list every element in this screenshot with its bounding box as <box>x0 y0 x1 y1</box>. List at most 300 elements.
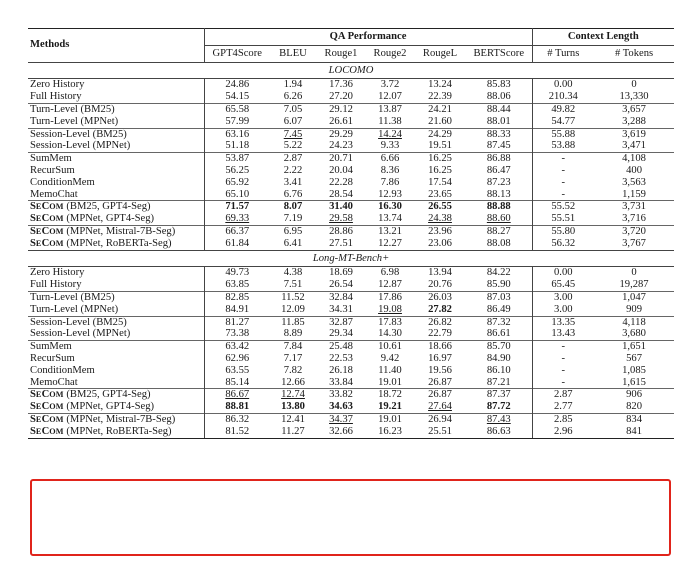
cell-gpt4score: 49.73 <box>204 267 270 279</box>
cell-turns: 2.85 <box>532 413 594 425</box>
secom-letter: OM <box>49 226 64 236</box>
method-name: SumMem <box>28 341 204 353</box>
cell-bleu: 6.76 <box>283 188 303 200</box>
cell-gpt4score: 62.96 <box>225 352 250 364</box>
cell-bleu: 1.94 <box>270 79 316 91</box>
highlight-box <box>30 479 671 556</box>
method-name: Session-Level (MPNet) <box>28 140 204 152</box>
cell-rouge1: 26.54 <box>329 279 353 291</box>
method-name <box>28 389 204 401</box>
section-title-row <box>28 250 674 267</box>
cell-rouge2: 11.40 <box>378 364 402 376</box>
secom-letter: C <box>41 225 50 237</box>
cell-rouge1: 29.29 <box>316 128 366 140</box>
table-row <box>28 377 674 389</box>
cell-gpt4score: 81.27 <box>204 316 270 328</box>
cell-rouge1: 26.18 <box>329 364 353 376</box>
cell-gpt4score: 86.32 <box>204 413 270 425</box>
cell-rougel: 16.25 <box>428 164 452 176</box>
table-row <box>28 316 674 328</box>
secom-letter: E <box>35 226 42 236</box>
secom-letter: C <box>41 425 50 437</box>
cell-gpt4score: 51.18 <box>225 140 250 152</box>
cell-bertscore: 86.47 <box>466 165 532 177</box>
method-name: Turn-Level (BM25) <box>28 103 204 115</box>
secom-letter: E <box>35 414 42 424</box>
cell-turns: 56.32 <box>551 237 576 249</box>
cell-turns: 2.96 <box>532 426 594 438</box>
method-name <box>28 213 204 225</box>
cell-bleu: 7.82 <box>283 364 303 376</box>
cell-bleu: 11.85 <box>270 316 316 328</box>
cell-tokens: 906 <box>594 389 674 401</box>
table-row <box>28 413 674 425</box>
cell-rougel: 22.39 <box>428 91 452 103</box>
method-name: ConditionMem <box>28 177 204 189</box>
method-name: Zero History <box>28 267 204 279</box>
secom-letter: S <box>30 225 36 237</box>
section-title: Long-MT-Bench+ <box>28 250 674 267</box>
cell-turns: 13.35 <box>532 316 594 328</box>
table-row <box>28 401 674 413</box>
secom-letter: OM <box>49 390 64 400</box>
secom-letter: S <box>30 401 36 413</box>
cell-rouge2: 19.01 <box>378 376 402 388</box>
header-row-1 <box>28 29 674 46</box>
secom-letter: OM <box>49 214 64 224</box>
col-header-bertscore: BERTScore <box>466 45 532 62</box>
col-header-turns: # Turns <box>547 47 580 59</box>
method-name: MemoChat <box>28 377 204 389</box>
cell-bleu: 7.19 <box>283 213 303 225</box>
cell-turns: 0.00 <box>532 267 594 279</box>
cell-rouge1: 31.40 <box>316 201 366 213</box>
cell-turns: - <box>532 153 594 165</box>
cell-gpt4score: 63.55 <box>225 364 250 376</box>
cell-turns: 55.80 <box>532 225 594 237</box>
cell-rougel: 26.82 <box>414 316 466 328</box>
cell-rouge1: 24.23 <box>329 140 353 152</box>
cell-tokens: 1,047 <box>594 291 674 303</box>
cell-bertscore: 84.22 <box>466 267 532 279</box>
cell-rouge2: 3.72 <box>366 79 414 91</box>
cell-bertscore: 87.43 <box>466 413 532 425</box>
secom-letter: OM <box>49 238 64 248</box>
secom-letter: E <box>35 238 42 248</box>
method-name: MemoChat <box>28 189 204 201</box>
cell-tokens: 3,619 <box>594 128 674 140</box>
cell-bertscore: 86.49 <box>466 304 532 316</box>
method-config: (BM25, GPT4-Seg) <box>63 201 151 213</box>
cell-rouge1: 29.12 <box>316 103 366 115</box>
cell-bertscore: 85.90 <box>466 279 532 291</box>
cell-gpt4score: 63.85 <box>225 279 250 291</box>
cell-rouge2: 12.93 <box>378 188 402 200</box>
cell-bertscore: 87.37 <box>466 389 532 401</box>
cell-rouge2: 12.07 <box>378 91 402 103</box>
cell-bleu: 6.26 <box>283 91 303 103</box>
col-header-rouge2: Rouge2 <box>373 47 407 59</box>
cell-rougel: 23.06 <box>428 237 452 249</box>
method-name <box>28 201 204 213</box>
cell-rouge1: 34.31 <box>329 303 353 315</box>
cell-bertscore: 88.27 <box>466 225 532 237</box>
cell-bleu: 6.41 <box>283 237 303 249</box>
cell-rouge1: 29.58 <box>329 213 353 225</box>
table-body <box>28 62 674 438</box>
cell-rouge1: 17.36 <box>316 79 366 91</box>
cell-tokens: 3,563 <box>622 176 646 188</box>
cell-tokens: 3,471 <box>622 140 646 152</box>
cell-rouge1: 32.87 <box>316 316 366 328</box>
methods-header: Methods <box>28 29 204 63</box>
cell-rougel: 21.60 <box>428 115 452 127</box>
cell-bertscore: 88.60 <box>466 213 532 225</box>
cell-turns: 0.00 <box>532 79 594 91</box>
cell-bleu: 5.22 <box>283 140 303 152</box>
table-row <box>28 328 674 340</box>
cell-turns: - <box>561 176 566 188</box>
cell-bleu: 7.45 <box>270 128 316 140</box>
cell-tokens: 834 <box>594 413 674 425</box>
cell-rouge2: 14.30 <box>378 328 402 340</box>
cell-bleu: 4.38 <box>270 267 316 279</box>
cell-bertscore: 85.83 <box>466 79 532 91</box>
cell-gpt4score: 71.57 <box>204 201 270 213</box>
cell-rougel: 24.38 <box>428 213 452 225</box>
cell-rouge2: 17.83 <box>366 316 414 328</box>
cell-rouge1: 34.63 <box>329 401 353 413</box>
cell-tokens: 19,287 <box>619 279 649 291</box>
cell-gpt4score: 73.38 <box>225 328 250 340</box>
cell-tokens: 3,716 <box>622 213 646 225</box>
cell-rougel: 24.21 <box>414 103 466 115</box>
cell-gpt4score: 85.14 <box>225 376 250 388</box>
cell-turns: 55.52 <box>532 201 594 213</box>
cell-gpt4score: 65.10 <box>225 188 250 200</box>
method-name: RecurSum <box>28 165 204 177</box>
cell-rouge1: 25.48 <box>316 341 366 353</box>
cell-bleu: 7.05 <box>270 103 316 115</box>
cell-bertscore: 88.33 <box>466 128 532 140</box>
cell-tokens: 1,159 <box>622 188 646 200</box>
cell-turns: - <box>532 341 594 353</box>
method-config: (BM25, GPT4-Seg) <box>63 389 151 401</box>
context-length-header: Context Length <box>532 29 674 46</box>
cell-gpt4score: 65.58 <box>204 103 270 115</box>
method-name: RecurSum <box>28 353 204 365</box>
cell-bleu: 6.07 <box>283 115 303 127</box>
cell-rougel: 19.56 <box>428 364 452 376</box>
cell-rouge2: 19.01 <box>366 413 414 425</box>
secom-letter: C <box>41 413 50 425</box>
cell-turns: 55.88 <box>532 128 594 140</box>
secom-letter: S <box>30 213 36 225</box>
cell-tokens: 3,680 <box>622 328 646 340</box>
cell-rouge2: 18.72 <box>366 389 414 401</box>
method-name: Zero History <box>28 79 204 91</box>
col-header-bleu: BLEU <box>279 47 307 59</box>
cell-rouge1: 20.71 <box>316 153 366 165</box>
cell-gpt4score: 66.37 <box>204 225 270 237</box>
col-header-rougel: RougeL <box>422 47 458 59</box>
method-name: Session-Level (BM25) <box>28 316 204 328</box>
table-row <box>28 79 674 91</box>
table-row <box>28 389 674 401</box>
cell-rouge2: 12.27 <box>378 237 402 249</box>
table-row <box>28 91 674 103</box>
cell-rouge1: 28.86 <box>316 225 366 237</box>
cell-rouge1: 22.53 <box>329 352 353 364</box>
method-name <box>28 401 204 413</box>
secom-letter: OM <box>49 426 64 436</box>
method-config: (MPNet, RoBERTa-Seg) <box>63 425 172 437</box>
table-row <box>28 353 674 365</box>
method-name <box>28 238 204 250</box>
cell-turns: 2.87 <box>532 389 594 401</box>
cell-rouge2: 6.66 <box>366 153 414 165</box>
cell-rougel: 13.94 <box>414 267 466 279</box>
cell-rougel: 26.94 <box>414 413 466 425</box>
cell-bleu: 6.95 <box>270 225 316 237</box>
cell-bertscore: 87.21 <box>466 377 532 389</box>
cell-bertscore: 85.70 <box>466 341 532 353</box>
cell-turns: 49.82 <box>532 103 594 115</box>
cell-bleu: 12.41 <box>270 413 316 425</box>
cell-turns: 65.45 <box>551 279 576 291</box>
cell-rouge1: 28.54 <box>329 188 353 200</box>
method-name <box>28 426 204 438</box>
method-config: (MPNet, GPT4-Seg) <box>63 213 155 225</box>
cell-bleu: 13.80 <box>281 401 305 413</box>
table-row <box>28 103 674 115</box>
cell-rouge1: 27.51 <box>329 237 353 249</box>
cell-gpt4score: 65.92 <box>225 176 250 188</box>
cell-bleu: 2.22 <box>283 164 303 176</box>
cell-tokens: 3,731 <box>594 201 674 213</box>
cell-rouge1: 33.82 <box>316 389 366 401</box>
secom-letter: C <box>41 389 50 401</box>
cell-bertscore: 86.88 <box>466 153 532 165</box>
cell-rougel: 22.79 <box>428 328 452 340</box>
cell-gpt4score: 54.15 <box>225 91 250 103</box>
cell-rougel: 19.51 <box>428 140 452 152</box>
cell-rougel: 27.64 <box>428 401 452 413</box>
table-row <box>28 116 674 128</box>
cell-tokens: 841 <box>594 426 674 438</box>
cell-bertscore: 84.90 <box>466 353 532 365</box>
table-row <box>28 279 674 291</box>
cell-gpt4score: 81.52 <box>204 426 270 438</box>
table-row <box>28 128 674 140</box>
cell-gpt4score: 57.99 <box>225 115 250 127</box>
cell-rougel: 26.87 <box>414 389 466 401</box>
secom-letter: C <box>41 201 50 213</box>
cell-tokens: 3,720 <box>594 225 674 237</box>
cell-turns: 3.00 <box>532 291 594 303</box>
cell-tokens: 4,108 <box>594 153 674 165</box>
section-title-row <box>28 62 674 79</box>
cell-rouge1: 18.69 <box>316 267 366 279</box>
cell-bleu: 11.27 <box>270 426 316 438</box>
cell-turns: - <box>561 188 566 200</box>
cell-turns: 54.77 <box>551 115 576 127</box>
cell-turns: 13.43 <box>551 328 576 340</box>
cell-rouge1: 33.84 <box>329 376 353 388</box>
cell-rougel: 26.87 <box>428 376 452 388</box>
cell-bleu: 12.09 <box>281 303 305 315</box>
method-name: Turn-Level (MPNet) <box>28 304 204 316</box>
section-title: LOCOMO <box>28 62 674 79</box>
table-row <box>28 165 674 177</box>
cell-bleu: 7.17 <box>283 352 303 364</box>
cell-turns: 3.00 <box>554 303 573 315</box>
cell-rouge2: 6.98 <box>366 267 414 279</box>
cell-bertscore: 88.44 <box>466 103 532 115</box>
cell-rouge2: 19.08 <box>378 303 402 315</box>
cell-rouge1: 22.28 <box>329 176 353 188</box>
table-row <box>28 201 674 213</box>
method-name: SumMem <box>28 153 204 165</box>
cell-gpt4score: 61.84 <box>225 237 250 249</box>
cell-rouge1: 32.66 <box>316 426 366 438</box>
method-name: Turn-Level (BM25) <box>28 291 204 303</box>
cell-rouge2: 19.21 <box>378 401 402 413</box>
cell-rouge2: 13.21 <box>366 225 414 237</box>
cell-bleu: 12.66 <box>281 376 305 388</box>
table-row <box>28 213 674 225</box>
method-name: Full History <box>28 279 204 291</box>
cell-rouge2: 9.42 <box>380 352 400 364</box>
table-row <box>28 291 674 303</box>
table-row <box>28 189 674 201</box>
table-row <box>28 238 674 250</box>
method-name: Full History <box>28 91 204 103</box>
cell-rouge2: 16.30 <box>366 201 414 213</box>
cell-gpt4score: 63.16 <box>204 128 270 140</box>
table-row <box>28 140 674 152</box>
cell-rouge2: 10.61 <box>366 341 414 353</box>
col-header-gpt4score: GPT4Score <box>212 47 262 59</box>
cell-gpt4score: 84.91 <box>225 303 250 315</box>
cell-rouge1: 27.20 <box>329 91 353 103</box>
cell-rouge2: 11.38 <box>378 115 402 127</box>
method-name: Session-Level (BM25) <box>28 128 204 140</box>
cell-tokens: 400 <box>626 164 642 176</box>
col-header-rouge1: Rouge1 <box>324 47 358 59</box>
cell-tokens: 3,767 <box>622 237 646 249</box>
method-config: (MPNet, Mistral-7B-Seg) <box>63 413 176 425</box>
cell-rouge1: 20.04 <box>329 164 353 176</box>
method-config: (MPNet, GPT4-Seg) <box>63 401 155 413</box>
cell-rouge2: 14.24 <box>366 128 414 140</box>
cell-gpt4score: 56.25 <box>225 164 250 176</box>
cell-rouge2: 12.87 <box>378 279 402 291</box>
secom-letter: C <box>41 401 50 413</box>
cell-turns: - <box>561 164 566 176</box>
cell-bleu: 7.84 <box>270 341 316 353</box>
cell-gpt4score: 53.87 <box>204 153 270 165</box>
cell-tokens: 909 <box>626 303 642 315</box>
cell-rouge1: 26.61 <box>329 115 353 127</box>
secom-letter: OM <box>49 402 64 412</box>
cell-tokens: 4,118 <box>594 316 674 328</box>
cell-rouge2: 13.74 <box>378 213 402 225</box>
cell-turns: 210.34 <box>548 91 578 103</box>
cell-rougel: 17.54 <box>428 176 452 188</box>
secom-letter: S <box>30 237 36 249</box>
cell-tokens: 1,085 <box>622 364 646 376</box>
method-name <box>28 413 204 425</box>
secom-letter: E <box>35 426 42 436</box>
cell-tokens: 0 <box>594 79 674 91</box>
cell-gpt4score: 63.42 <box>204 341 270 353</box>
cell-gpt4score: 82.85 <box>204 291 270 303</box>
cell-gpt4score: 69.33 <box>225 213 250 225</box>
secom-letter: S <box>30 413 36 425</box>
secom-letter: S <box>30 389 36 401</box>
table-row <box>28 365 674 377</box>
cell-turns: - <box>561 376 566 388</box>
secom-letter: OM <box>49 202 64 212</box>
cell-gpt4score: 24.86 <box>204 79 270 91</box>
cell-turns: - <box>561 364 566 376</box>
cell-rougel: 26.03 <box>414 291 466 303</box>
cell-bleu: 3.41 <box>283 176 303 188</box>
table-row <box>28 341 674 353</box>
cell-rougel: 26.55 <box>414 201 466 213</box>
cell-bertscore: 88.88 <box>466 201 532 213</box>
cell-rougel: 16.25 <box>414 153 466 165</box>
cell-bertscore: 88.08 <box>466 238 532 250</box>
cell-bleu: 8.89 <box>283 328 303 340</box>
cell-gpt4score: 86.67 <box>204 389 270 401</box>
cell-tokens: 820 <box>626 401 642 413</box>
table-row <box>28 426 674 438</box>
secom-letter: S <box>30 201 36 213</box>
method-name: Turn-Level (MPNet) <box>28 116 204 128</box>
cell-bleu: 2.87 <box>270 153 316 165</box>
cell-bertscore: 88.01 <box>466 116 532 128</box>
cell-gpt4score: 88.81 <box>225 401 250 413</box>
method-config: (MPNet, Mistral-7B-Seg) <box>63 225 176 237</box>
cell-turns: 2.77 <box>554 401 573 413</box>
cell-rougel: 16.97 <box>428 352 452 364</box>
cell-tokens: 3,657 <box>594 103 674 115</box>
cell-bertscore: 87.72 <box>466 401 532 413</box>
secom-letter: C <box>41 237 50 249</box>
cell-rougel: 27.82 <box>428 303 452 315</box>
cell-bleu: 7.51 <box>283 279 303 291</box>
secom-letter: E <box>35 390 42 400</box>
secom-letter: OM <box>49 414 64 424</box>
secom-letter: C <box>41 213 50 225</box>
cell-rouge1: 29.34 <box>329 328 353 340</box>
cell-bertscore: 86.10 <box>466 365 532 377</box>
secom-letter: E <box>35 202 42 212</box>
cell-rouge1: 32.84 <box>316 291 366 303</box>
cell-rouge2: 17.86 <box>366 291 414 303</box>
table-row <box>28 177 674 189</box>
method-name <box>28 225 204 237</box>
cell-rouge2: 9.33 <box>380 140 400 152</box>
cell-rouge2: 7.86 <box>380 176 400 188</box>
cell-turns: - <box>561 352 566 364</box>
table-row <box>28 267 674 279</box>
cell-bleu: 12.74 <box>270 389 316 401</box>
cell-bertscore: 87.23 <box>466 177 532 189</box>
cell-rouge2: 13.87 <box>366 103 414 115</box>
